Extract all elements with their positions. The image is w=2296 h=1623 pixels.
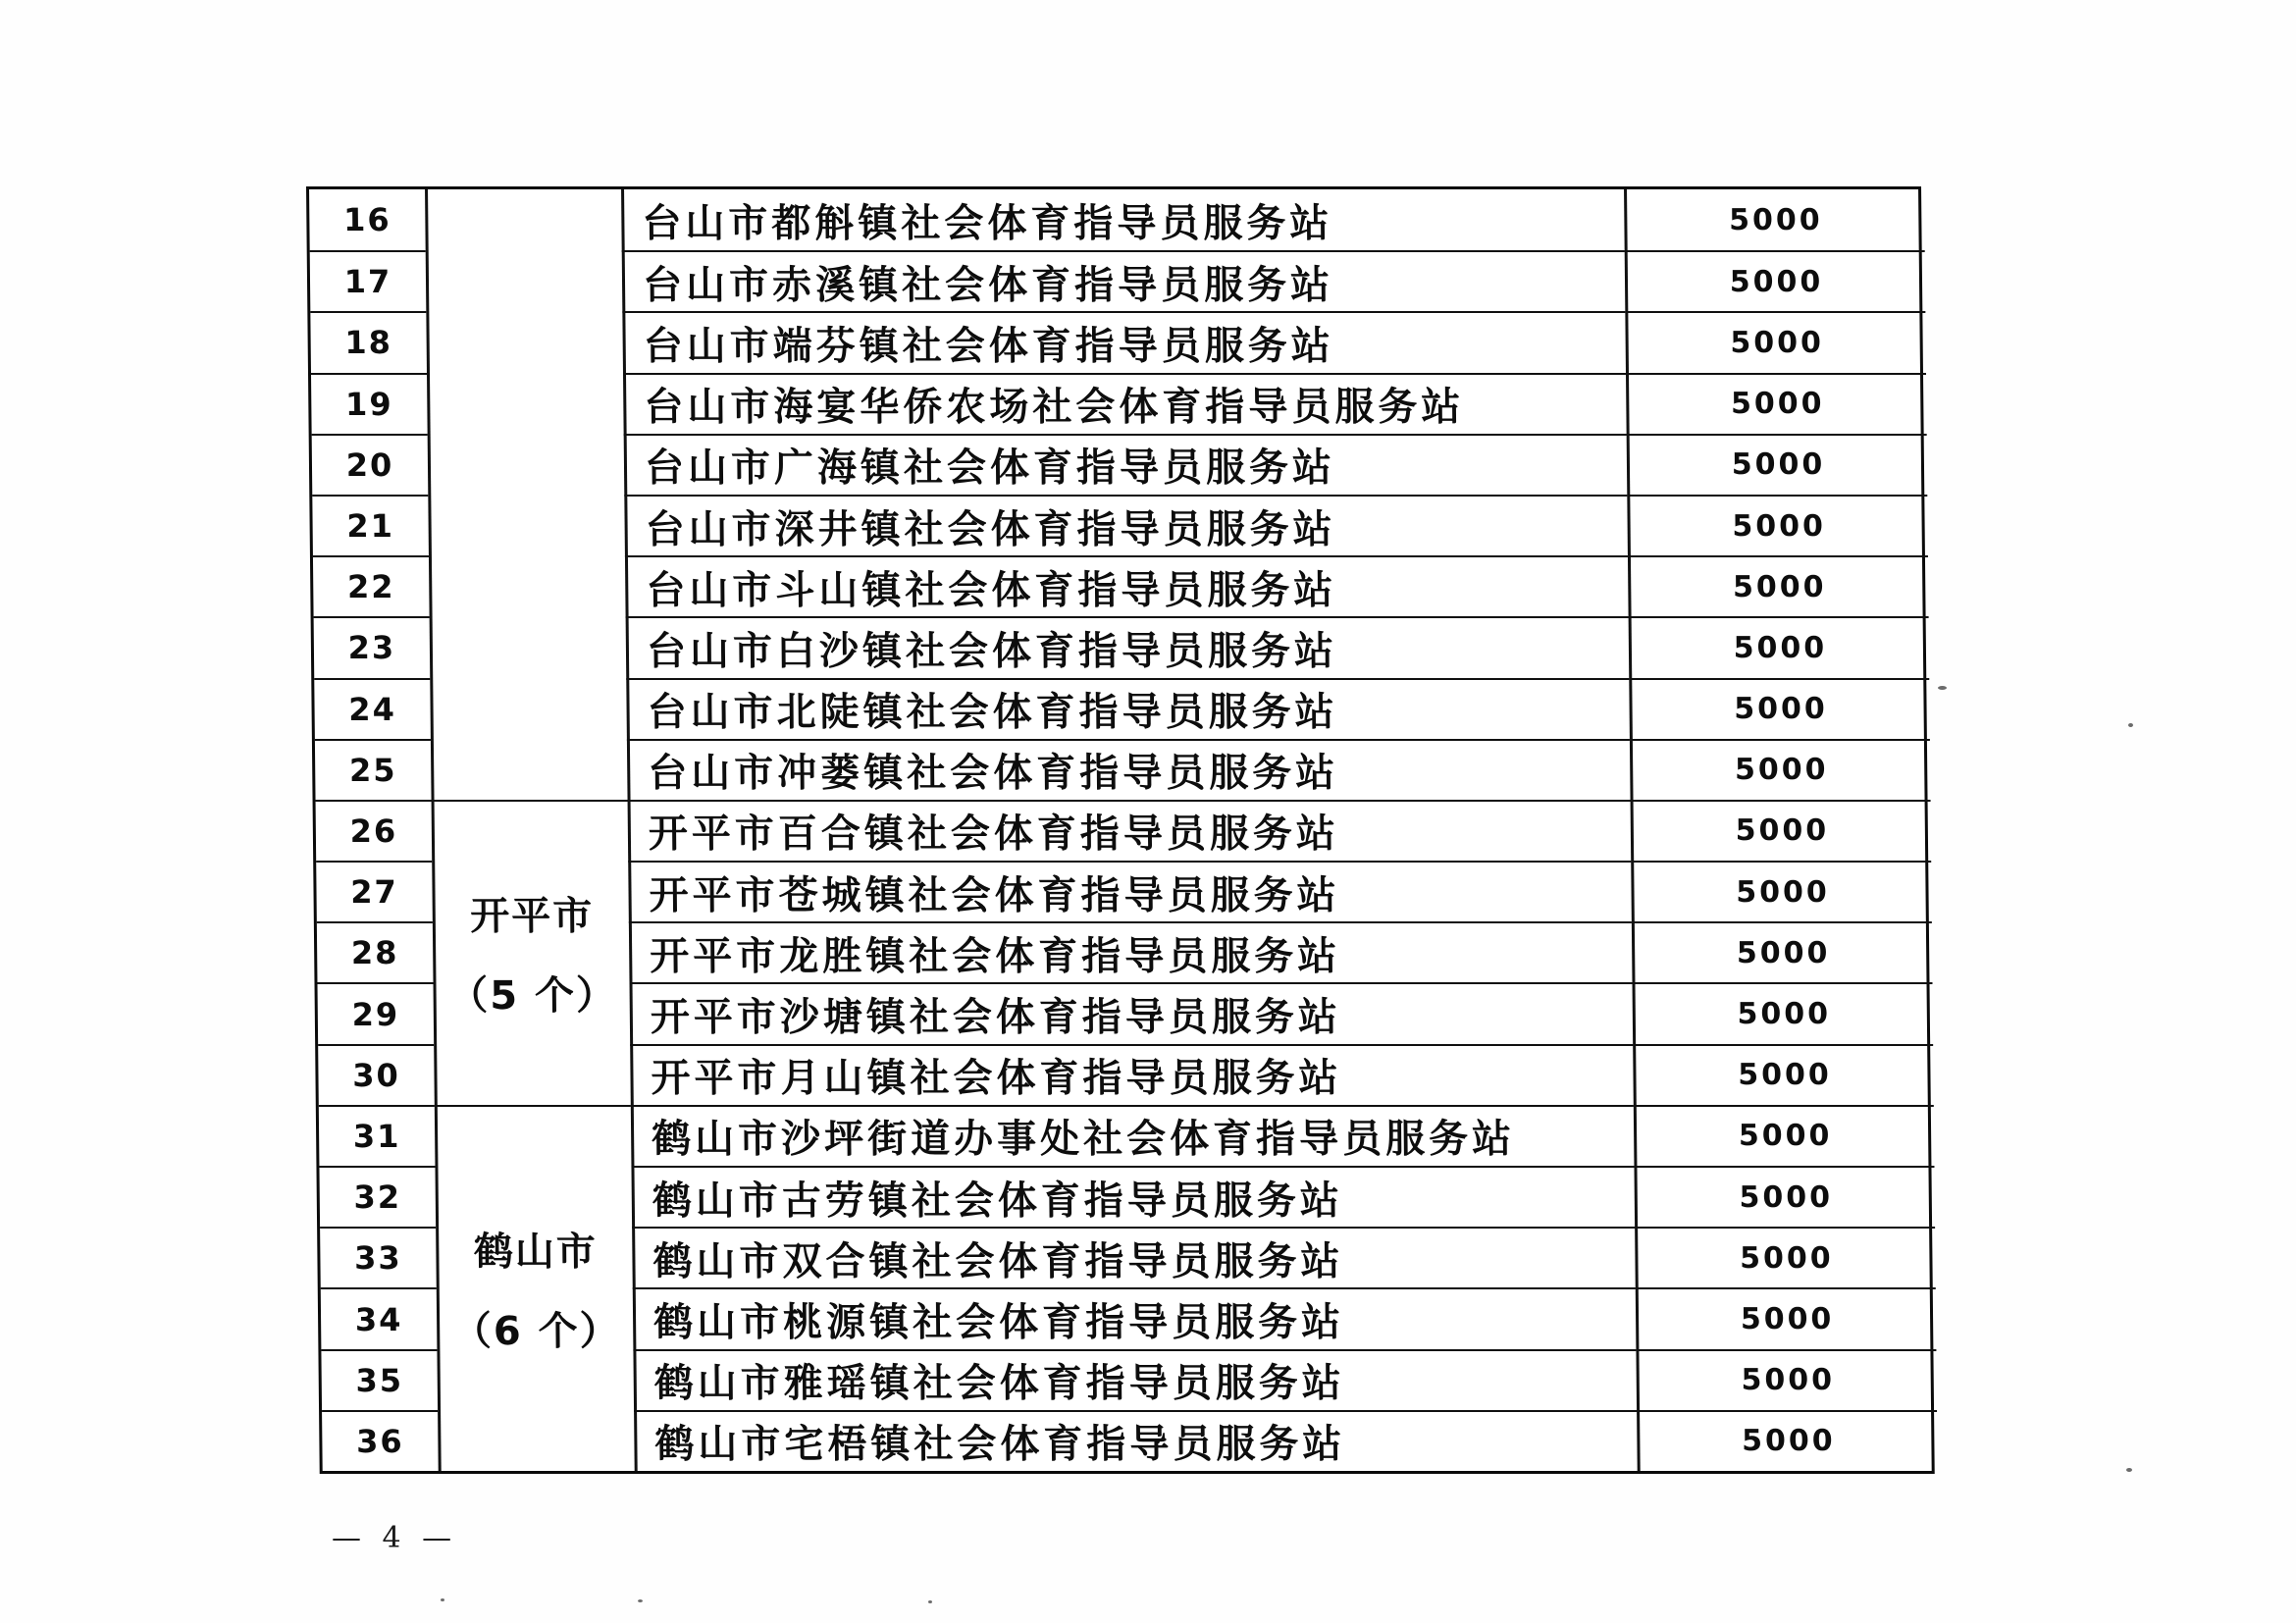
amount-cell: 5000 — [1625, 250, 1926, 311]
station-name-cell: 台山市斗山镇社会体育指导员服务站 — [625, 555, 1629, 616]
city-count-label: （6 个） — [451, 1309, 621, 1355]
amount-cell: 5000 — [1625, 311, 1926, 372]
amount-cell: 5000 — [1626, 373, 1927, 434]
amount-cell: 5000 — [1633, 1044, 1934, 1105]
station-name-cell: 台山市端芬镇社会体育指导员服务站 — [622, 311, 1626, 372]
amount-cell: 5000 — [1630, 739, 1931, 800]
scan-speck — [2126, 1468, 2132, 1472]
station-name-cell: 鹤山市古劳镇社会体育指导员服务站 — [631, 1166, 1635, 1227]
row-number-cell: 34 — [321, 1287, 438, 1348]
station-name-cell: 台山市都斛镇社会体育指导员服务站 — [621, 189, 1625, 250]
station-name-cell: 开平市龙胜镇社会体育指导员服务站 — [629, 921, 1633, 982]
city-count-label: （5 个） — [448, 973, 618, 1020]
station-name-cell: 开平市沙塘镇社会体育指导员服务站 — [629, 982, 1633, 1043]
amount-cell: 5000 — [1632, 921, 1933, 982]
funding-allocation-table — [306, 186, 1935, 1474]
amount-cell: 5000 — [1634, 1166, 1935, 1227]
row-number-cell: 26 — [316, 800, 433, 861]
row-number-cell: 18 — [310, 311, 427, 372]
amount-cell: 5000 — [1629, 616, 1930, 677]
row-number-cell: 32 — [319, 1166, 436, 1227]
row-number-cell: 21 — [312, 495, 429, 555]
station-name-cell: 台山市白沙镇社会体育指导员服务站 — [626, 616, 1630, 677]
row-number-cell: 27 — [316, 861, 433, 921]
row-number-cell: 22 — [313, 555, 430, 616]
amount-cell: 5000 — [1634, 1105, 1935, 1166]
amount-cell: 5000 — [1629, 678, 1930, 739]
row-number-cell: 28 — [317, 921, 434, 982]
station-name-cell: 鹤山市双合镇社会体育指导员服务站 — [632, 1227, 1636, 1287]
scan-speck — [1938, 686, 1947, 690]
amount-cell: 5000 — [1635, 1227, 1936, 1287]
amount-cell: 5000 — [1624, 189, 1925, 250]
station-name-cell: 鹤山市雅瑶镇社会体育指导员服务站 — [633, 1349, 1637, 1410]
station-name-cell: 台山市赤溪镇社会体育指导员服务站 — [622, 250, 1626, 311]
amount-cell: 5000 — [1636, 1349, 1937, 1410]
page-number: — 4 — — [332, 1521, 458, 1555]
amount-cell: 5000 — [1632, 982, 1933, 1043]
row-number-cell: 24 — [314, 678, 431, 739]
scan-speck — [928, 1600, 932, 1603]
row-number-cell: 33 — [320, 1227, 437, 1287]
row-number-cell: 19 — [311, 373, 428, 434]
city-group-cell — [425, 189, 628, 800]
station-name-cell: 台山市广海镇社会体育指导员服务站 — [624, 434, 1628, 495]
row-number-cell: 25 — [315, 739, 432, 800]
scan-speck — [638, 1599, 643, 1602]
row-number-cell: 35 — [321, 1349, 438, 1410]
row-number-cell: 20 — [312, 434, 429, 495]
row-number-cell: 30 — [318, 1044, 435, 1105]
row-number-cell: 23 — [314, 616, 431, 677]
station-name-cell: 开平市苍城镇社会体育指导员服务站 — [628, 861, 1632, 921]
amount-cell: 5000 — [1636, 1287, 1937, 1348]
row-number-cell: 29 — [317, 982, 434, 1043]
amount-cell: 5000 — [1627, 434, 1928, 495]
row-number-cell: 17 — [310, 250, 427, 311]
station-name-cell: 台山市北陡镇社会体育指导员服务站 — [626, 678, 1630, 739]
amount-cell: 5000 — [1631, 861, 1932, 921]
scan-speck — [441, 1598, 444, 1601]
station-name-cell: 台山市深井镇社会体育指导员服务站 — [624, 495, 1628, 555]
amount-cell: 5000 — [1637, 1410, 1938, 1471]
station-name-cell: 鹤山市宅梧镇社会体育指导员服务站 — [634, 1410, 1638, 1471]
amount-cell: 5000 — [1627, 495, 1928, 555]
station-name-cell: 台山市冲蒌镇社会体育指导员服务站 — [627, 739, 1631, 800]
station-name-cell: 鹤山市桃源镇社会体育指导员服务站 — [633, 1287, 1637, 1348]
row-number-cell: 36 — [322, 1410, 439, 1471]
amount-cell: 5000 — [1628, 555, 1929, 616]
city-group-cell — [432, 800, 631, 1105]
city-name-label: 鹤山市 — [473, 1230, 599, 1276]
row-number-cell: 31 — [319, 1105, 436, 1166]
station-name-cell: 开平市百合镇社会体育指导员服务站 — [628, 800, 1632, 861]
city-name-label: 开平市 — [470, 894, 595, 940]
station-name-cell: 鹤山市沙坪街道办事处社会体育指导员服务站 — [631, 1105, 1635, 1166]
scan-speck — [2128, 723, 2133, 727]
amount-cell: 5000 — [1631, 800, 1932, 861]
row-number-cell: 16 — [342, 201, 391, 239]
city-group-cell — [435, 1105, 635, 1471]
station-name-cell: 台山市海宴华侨农场社会体育指导员服务站 — [623, 373, 1627, 434]
station-name-cell: 开平市月山镇社会体育指导员服务站 — [630, 1044, 1634, 1105]
